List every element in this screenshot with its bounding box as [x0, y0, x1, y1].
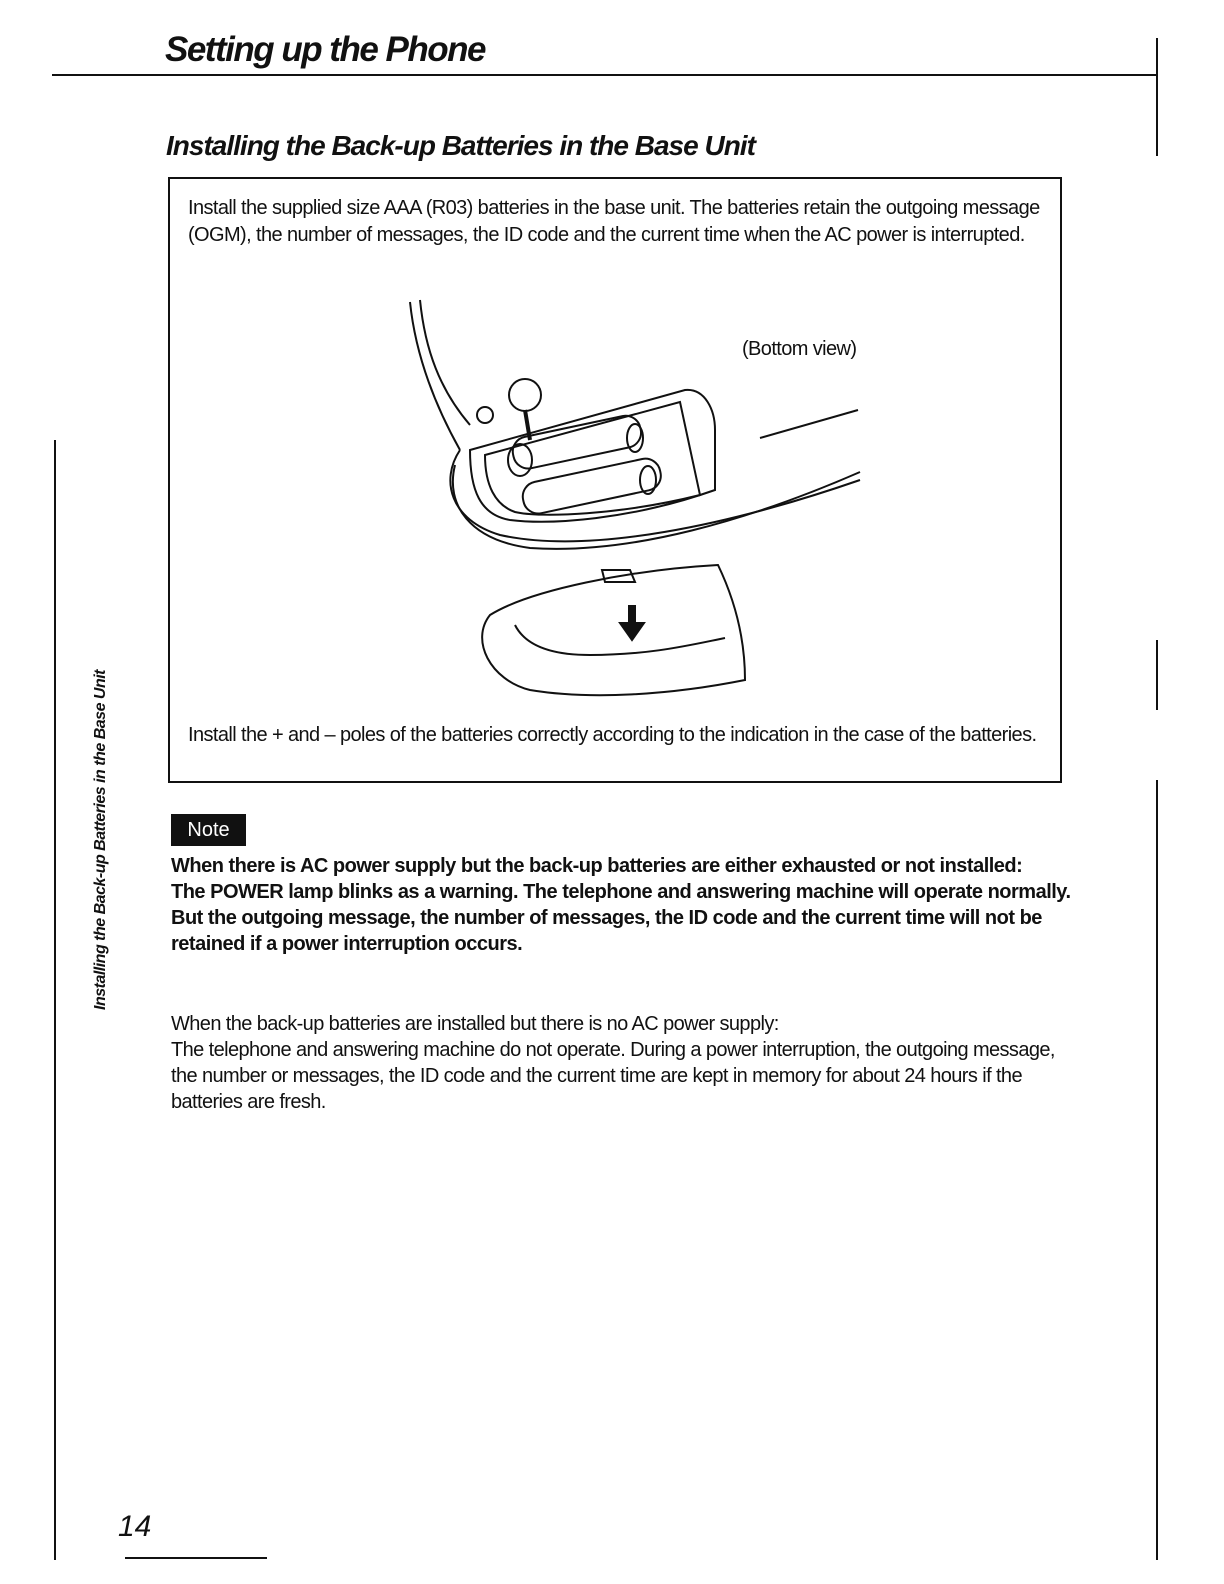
section-title: Installing the Back-up Batteries in the Base Unit [166, 130, 755, 161]
note-info-body: The telephone and answering machine do not operate. During a power interruption, the outgoing message, the number or messages, the ID code and the current time are kept in memory for about 24 hours if the batteries are fresh. [171, 1039, 1055, 1113]
note-badge: Note [171, 814, 246, 846]
illustration-label: (Bottom view) [742, 338, 857, 360]
footer-rule [125, 1557, 267, 1559]
margin-rule [1156, 38, 1158, 156]
margin-rule [1156, 780, 1158, 1560]
page-number: 14 [118, 1510, 152, 1543]
note-warning [171, 853, 1071, 957]
battery-polarity-caption: Install the + and – poles of the batteries correctly according to the indication in the case of the batteries. [188, 724, 1037, 746]
note-warning-body: The POWER lamp blinks as a warning. The telephone and answering machine will operate normally. But the outgoing message, the number of messages, the ID code and the current time will not be retained if a power interruption occurs. [171, 881, 1071, 955]
intro-text: Install the supplied size AAA (R03) batteries in the base unit. The batteries retain the outgoing message (OGM), the number of messages, the ID code and the current time when the AC power is interrupted. [188, 197, 1040, 246]
side-tab-label: Installing the Back-up Batteries in the Base Unit [92, 669, 109, 1010]
margin-rule [1156, 640, 1158, 710]
margin-rule [54, 440, 56, 1560]
note-info [171, 1011, 1071, 1115]
note-warning-heading: When there is AC power supply but the back-up batteries are either exhausted or not installed: [171, 855, 1023, 877]
note-info-heading: When the back-up batteries are installed but there is no AC power supply: [171, 1013, 779, 1035]
page-title: Setting up the Phone [165, 30, 485, 69]
header-divider [52, 74, 1158, 76]
